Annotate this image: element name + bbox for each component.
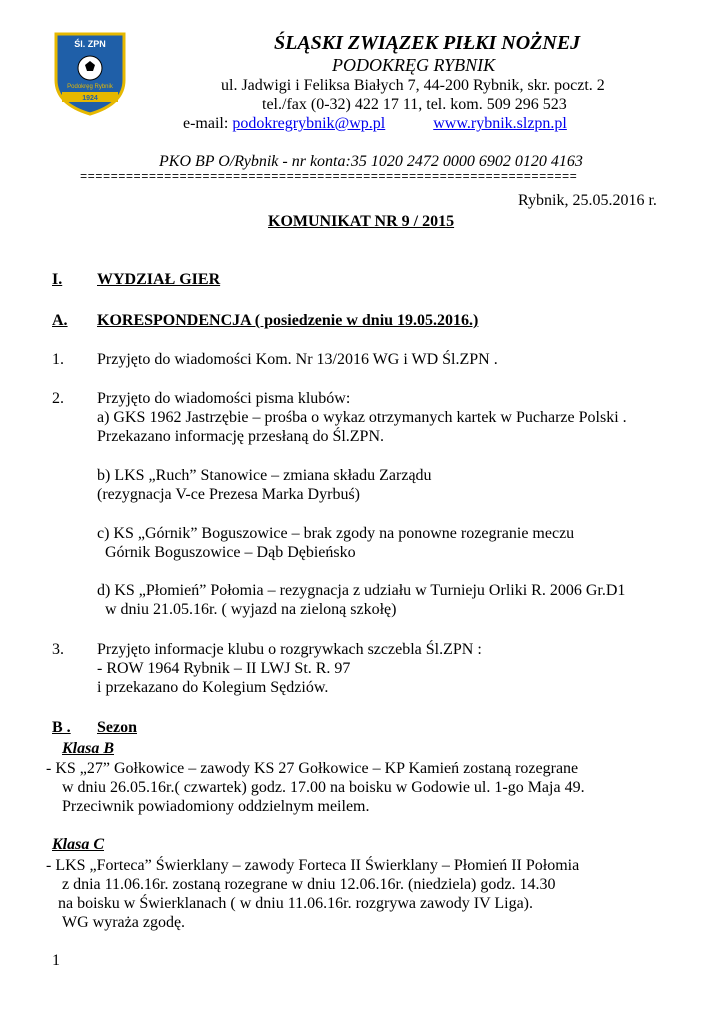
section-1-number: I. xyxy=(52,271,63,288)
klasa-b-line-3: Przeciwnik powiadomiony oddzielnym meilem. xyxy=(62,798,370,815)
item-2d-line-2: w dniu 21.05.16r. ( wyjazd na zieloną szkołę) xyxy=(105,601,397,618)
klasa-c-line-2: z dnia 11.06.16r. zostaną rozegrane w dniu 12.06.16r. (niedziela) godz. 14.30 xyxy=(62,876,556,893)
section-a-title: KORESPONDENCJA ( posiedzenie w dniu 19.05.2016.) xyxy=(97,312,479,329)
klasa-c-line-1: - LKS „Forteca” Świerklany – zawody Forteca II Świerklany – Płomień II Połomia xyxy=(46,857,580,874)
separator-line: ================================================================= xyxy=(80,170,578,184)
section-b-title: Sezon xyxy=(97,719,137,736)
item-3-line-2: - ROW 1964 Rybnik – II LWJ St. R. 97 xyxy=(97,660,351,677)
org-title: ŚLĄSKI ZWIĄZEK PIŁKI NOŻNEJ xyxy=(274,32,581,54)
item-2-text: Przyjęto do wiadomości pisma klubów: xyxy=(97,390,351,407)
website-link[interactable]: www.rybnik.slzpn.pl xyxy=(433,115,567,132)
item-2b-line-1: b) LKS „Ruch” Stanowice – zmiana składu Zarządu xyxy=(97,467,432,484)
klasa-c-heading: Klasa C xyxy=(52,836,105,853)
communique-title: KOMUNIKAT NR 9 / 2015 xyxy=(268,213,455,230)
item-3-number: 3. xyxy=(52,641,64,658)
klasa-b-heading: Klasa B xyxy=(62,740,115,757)
org-phones: tel./fax (0-32) 422 17 11, tel. kom. 509 296 523 xyxy=(262,96,567,113)
org-subtitle: PODOKRĘG RYBNIK xyxy=(332,55,496,75)
contact-line xyxy=(183,115,567,133)
item-2a-line-1: a) GKS 1962 Jastrzębie – prośba o wykaz otrzymanych kartek w Pucharze Polski . xyxy=(97,409,627,426)
item-2b-line-2: (rezygnacja V-ce Prezesa Marka Dyrbuś) xyxy=(97,486,360,503)
item-1-number: 1. xyxy=(52,351,64,368)
logo-year-text: 1924 xyxy=(82,95,98,102)
bank-account: PKO BP O/Rybnik - nr konta:35 1020 2472 0000 6902 0120 4163 xyxy=(159,153,583,170)
logo-middle-text: Podokręg Rybnik xyxy=(67,84,113,90)
item-3-line-3: i przekazano do Kolegium Sędziów. xyxy=(97,679,329,696)
item-2c-line-2: Górnik Boguszowice – Dąb Dębieńsko xyxy=(105,544,356,561)
email-label: e-mail: xyxy=(183,115,229,132)
section-1-title: WYDZIAŁ GIER xyxy=(97,271,221,288)
item-2c-line-1: c) KS „Górnik” Boguszowice – brak zgody na ponowne rozegranie meczu xyxy=(97,525,575,542)
item-3-line-1: Przyjęto informacje klubu o rozgrywkach szczebla Śl.ZPN : xyxy=(97,641,482,658)
logo-shield-icon xyxy=(52,30,128,116)
logo-top-text: Śl. ZPN xyxy=(74,39,106,49)
page-number: 1 xyxy=(52,952,60,969)
section-a-number: A. xyxy=(52,312,68,329)
item-2a-line-2: Przekazano informację przesłaną do Śl.ZPN. xyxy=(97,428,385,445)
section-b-number: B . xyxy=(52,719,71,736)
document-date: Rybnik, 25.05.2016 r. xyxy=(518,192,657,209)
klasa-b-line-2: w dniu 26.05.16r.( czwartek) godz. 17.00 na boisku w Godowie ul. 1-go Maja 49. xyxy=(62,779,585,796)
klasa-c-line-4: WG wyraża zgodę. xyxy=(62,914,186,931)
klasa-c-line-3: na boisku w Świerklanach ( w dniu 11.06.16r. rozgrywa zawody IV Liga). xyxy=(58,895,533,912)
item-1-text: Przyjęto do wiadomości Kom. Nr 13/2016 WG i WD Śl.ZPN . xyxy=(97,351,498,368)
klasa-b-line-1: - KS „27” Gołkowice – zawody KS 27 Gołkowice – KP Kamień zostaną rozegrane xyxy=(46,760,579,777)
email-link[interactable]: podokregrybnik@wp.pl xyxy=(232,115,386,132)
logo xyxy=(52,30,128,116)
item-2d-line-1: d) KS „Płomień” Połomia – rezygnacja z udziału w Turnieju Orliki R. 2006 Gr.D1 xyxy=(97,582,626,599)
org-address: ul. Jadwigi i Feliksa Białych 7, 44-200 Rybnik, skr. poczt. 2 xyxy=(221,77,605,94)
item-2-number: 2. xyxy=(52,390,64,407)
